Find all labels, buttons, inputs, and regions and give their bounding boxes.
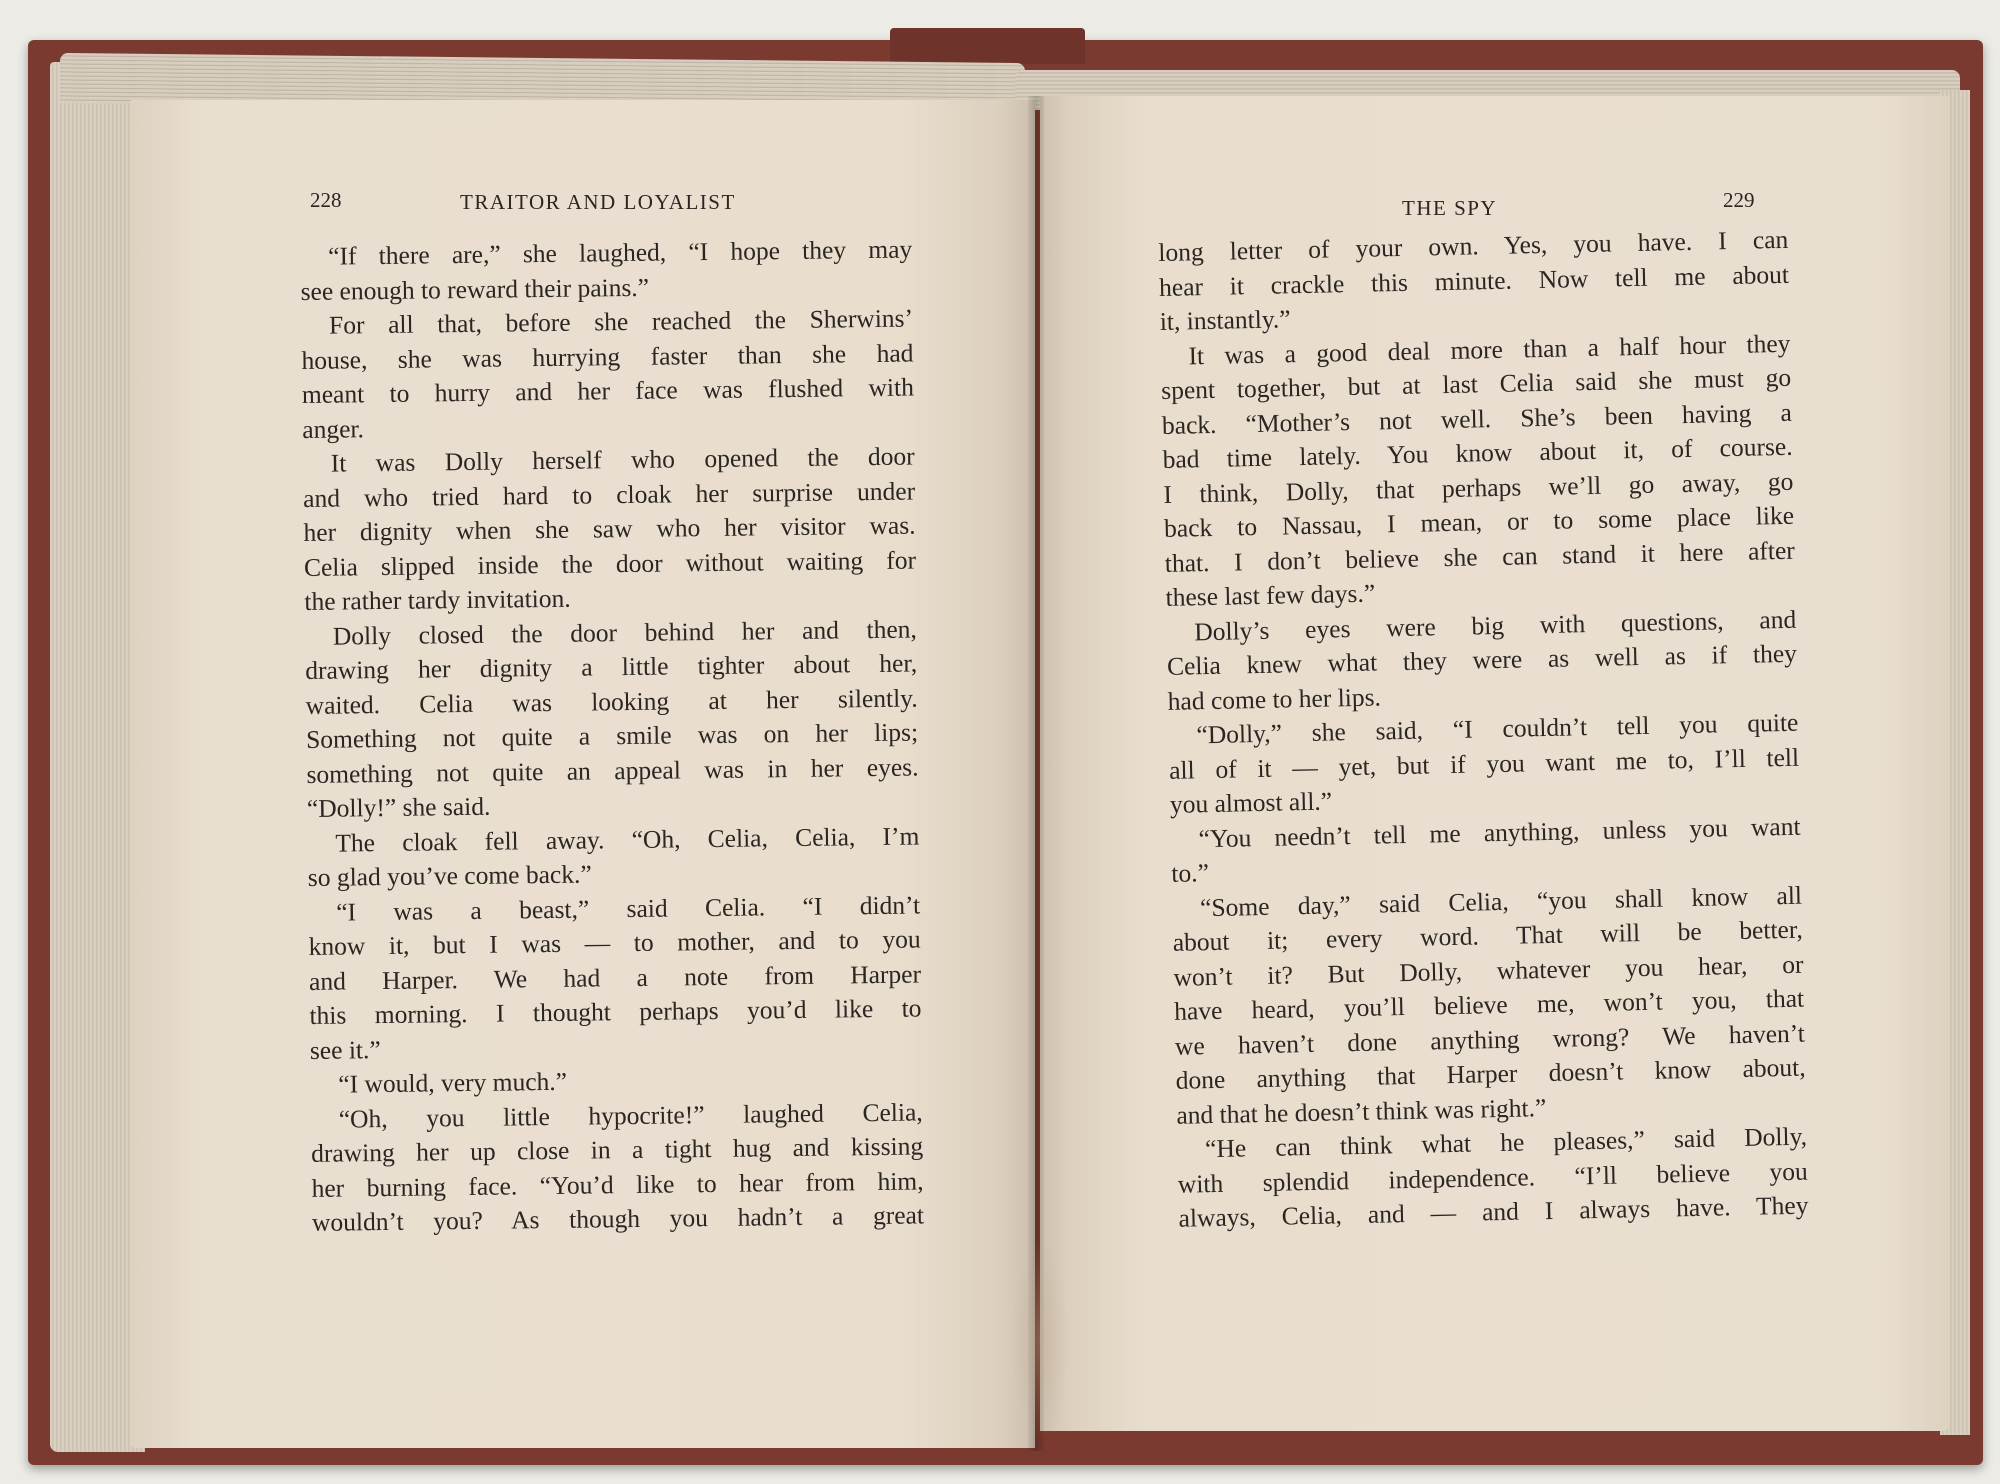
text-line: so glad you’ve come back.” <box>307 859 592 892</box>
text-line: it, instantly.” <box>1159 304 1291 336</box>
left-running-head: TRAITOR AND LOYALIST <box>460 190 736 214</box>
text-line: “Dolly!” she said. <box>306 791 491 823</box>
text-line: I think, Dolly, that perhaps we’ll go away, go <box>1163 466 1794 509</box>
text-line: bad time lately. You know about it, of course. <box>1162 431 1793 474</box>
text-line: wouldn’t you? As though you hadn’t a great <box>311 1200 925 1237</box>
paper-stain <box>1010 1240 1070 1440</box>
text-line: to.” <box>1171 858 1210 888</box>
left-page-body <box>300 233 924 1241</box>
text-line: For all that, before she reached the Sherwins’ <box>328 303 914 340</box>
text-line: “I would, very much.” <box>338 1066 568 1099</box>
text-line: waited. Celia was looking at her silently. <box>305 682 918 720</box>
text-line: Celia slipped inside the door without waiting for <box>303 544 917 582</box>
text-line: see enough to reward their pains.” <box>300 272 650 306</box>
text-line: and Harper. We had a note from Harper <box>308 958 922 996</box>
text-line: about it; every word. That will be better, <box>1172 914 1803 957</box>
text-line: you almost all.” <box>1169 786 1333 819</box>
text-line: these last few days.” <box>1165 578 1376 612</box>
text-line: “Dolly,” she said, “I couldn’t tell you quite <box>1196 707 1799 750</box>
text-line: house, she was hurrying faster than she had <box>301 338 914 375</box>
text-line: drawing her up close in a tight hug and kissing <box>310 1131 924 1168</box>
right-page-number: 229 <box>1723 188 1755 212</box>
text-line: and who tried hard to cloak her surprise under <box>302 476 916 513</box>
text-line: Something not quite a smile was on her lips; <box>305 717 919 754</box>
book-spine-top <box>890 28 1085 64</box>
text-line: her dignity when she saw who her visitor was. <box>303 510 916 547</box>
text-line: It was a good deal more than a half hour they <box>1188 328 1791 370</box>
text-line: It was Dolly herself who opened the door <box>330 441 915 478</box>
text-line: anger. <box>302 413 365 444</box>
text-line: back. “Mother’s not well. She’s been having a <box>1161 397 1793 440</box>
text-line: all of it — yet, but if you want me to, I’ll tell <box>1168 742 1800 785</box>
text-line: with splendid independence. “I’ll believe you <box>1177 1156 1809 1199</box>
text-line: “Oh, you little hypocrite!” laughed Celia, <box>338 1096 923 1134</box>
text-line: Dolly closed the door behind her and then, <box>332 613 917 651</box>
text-line: see it.” <box>309 1034 381 1065</box>
text-line: “Some day,” said Celia, “you shall know all <box>1199 880 1803 922</box>
text-line: drawing her dignity a little tighter about her, <box>305 648 918 685</box>
text-line: “If there are,” she laughed, “I hope they may <box>328 234 913 271</box>
text-line: that. I don’t believe she can stand it here after <box>1164 535 1796 578</box>
text-line: know it, but I was — to mother, and to you <box>308 924 921 961</box>
text-line: long letter of your own. Yes, you have. I can <box>1158 224 1789 267</box>
right-running-head: THE SPY <box>1402 196 1498 220</box>
text-line: back to Nassau, I mean, or to some place like <box>1163 500 1795 543</box>
text-line: spent together, but at last Celia said she must go <box>1160 362 1792 405</box>
left-page-number: 228 <box>310 188 342 212</box>
text-line: Dolly’s eyes were big with questions, and <box>1193 604 1797 646</box>
text-line: won’t it? But Dolly, whatever you hear, or <box>1173 949 1804 992</box>
text-line: have heard, you’ll believe me, won’t you, that <box>1173 983 1805 1026</box>
text-line: this morning. I thought perhaps you’d like to <box>309 993 922 1030</box>
text-line: Celia knew what they were as well as if they <box>1166 638 1798 681</box>
text-line: had come to her lips. <box>1167 681 1382 716</box>
text-line: “You needn’t tell me anything, unless you want <box>1198 811 1801 853</box>
right-page-body <box>1158 223 1809 1236</box>
text-line: meant to hurry and her face was flushed with <box>301 372 915 409</box>
text-line: done anything that Harper doesn’t know about, <box>1175 1052 1806 1095</box>
text-line: hear it crackle this minute. Now tell me about <box>1158 259 1790 302</box>
text-line: something not quite an appeal was in her eyes. <box>306 751 919 789</box>
text-line: her burning face. “You’d like to hear from him, <box>311 1165 924 1203</box>
text-line: we haven’t done anything wrong? We haven’t <box>1174 1018 1806 1061</box>
text-line: “He can think what he pleases,” said Dolly, <box>1204 1121 1808 1164</box>
text-line: the rather tardy invitation. <box>304 583 571 616</box>
text-line: “I was a beast,” said Celia. “I didn’t <box>336 889 921 927</box>
text-line: and that he doesn’t think was right.” <box>1176 1092 1547 1130</box>
text-line: The cloak fell away. “Oh, Celia, Celia, I’m <box>335 820 920 858</box>
text-line: always, Celia, and — and I always have. They <box>1178 1190 1809 1233</box>
